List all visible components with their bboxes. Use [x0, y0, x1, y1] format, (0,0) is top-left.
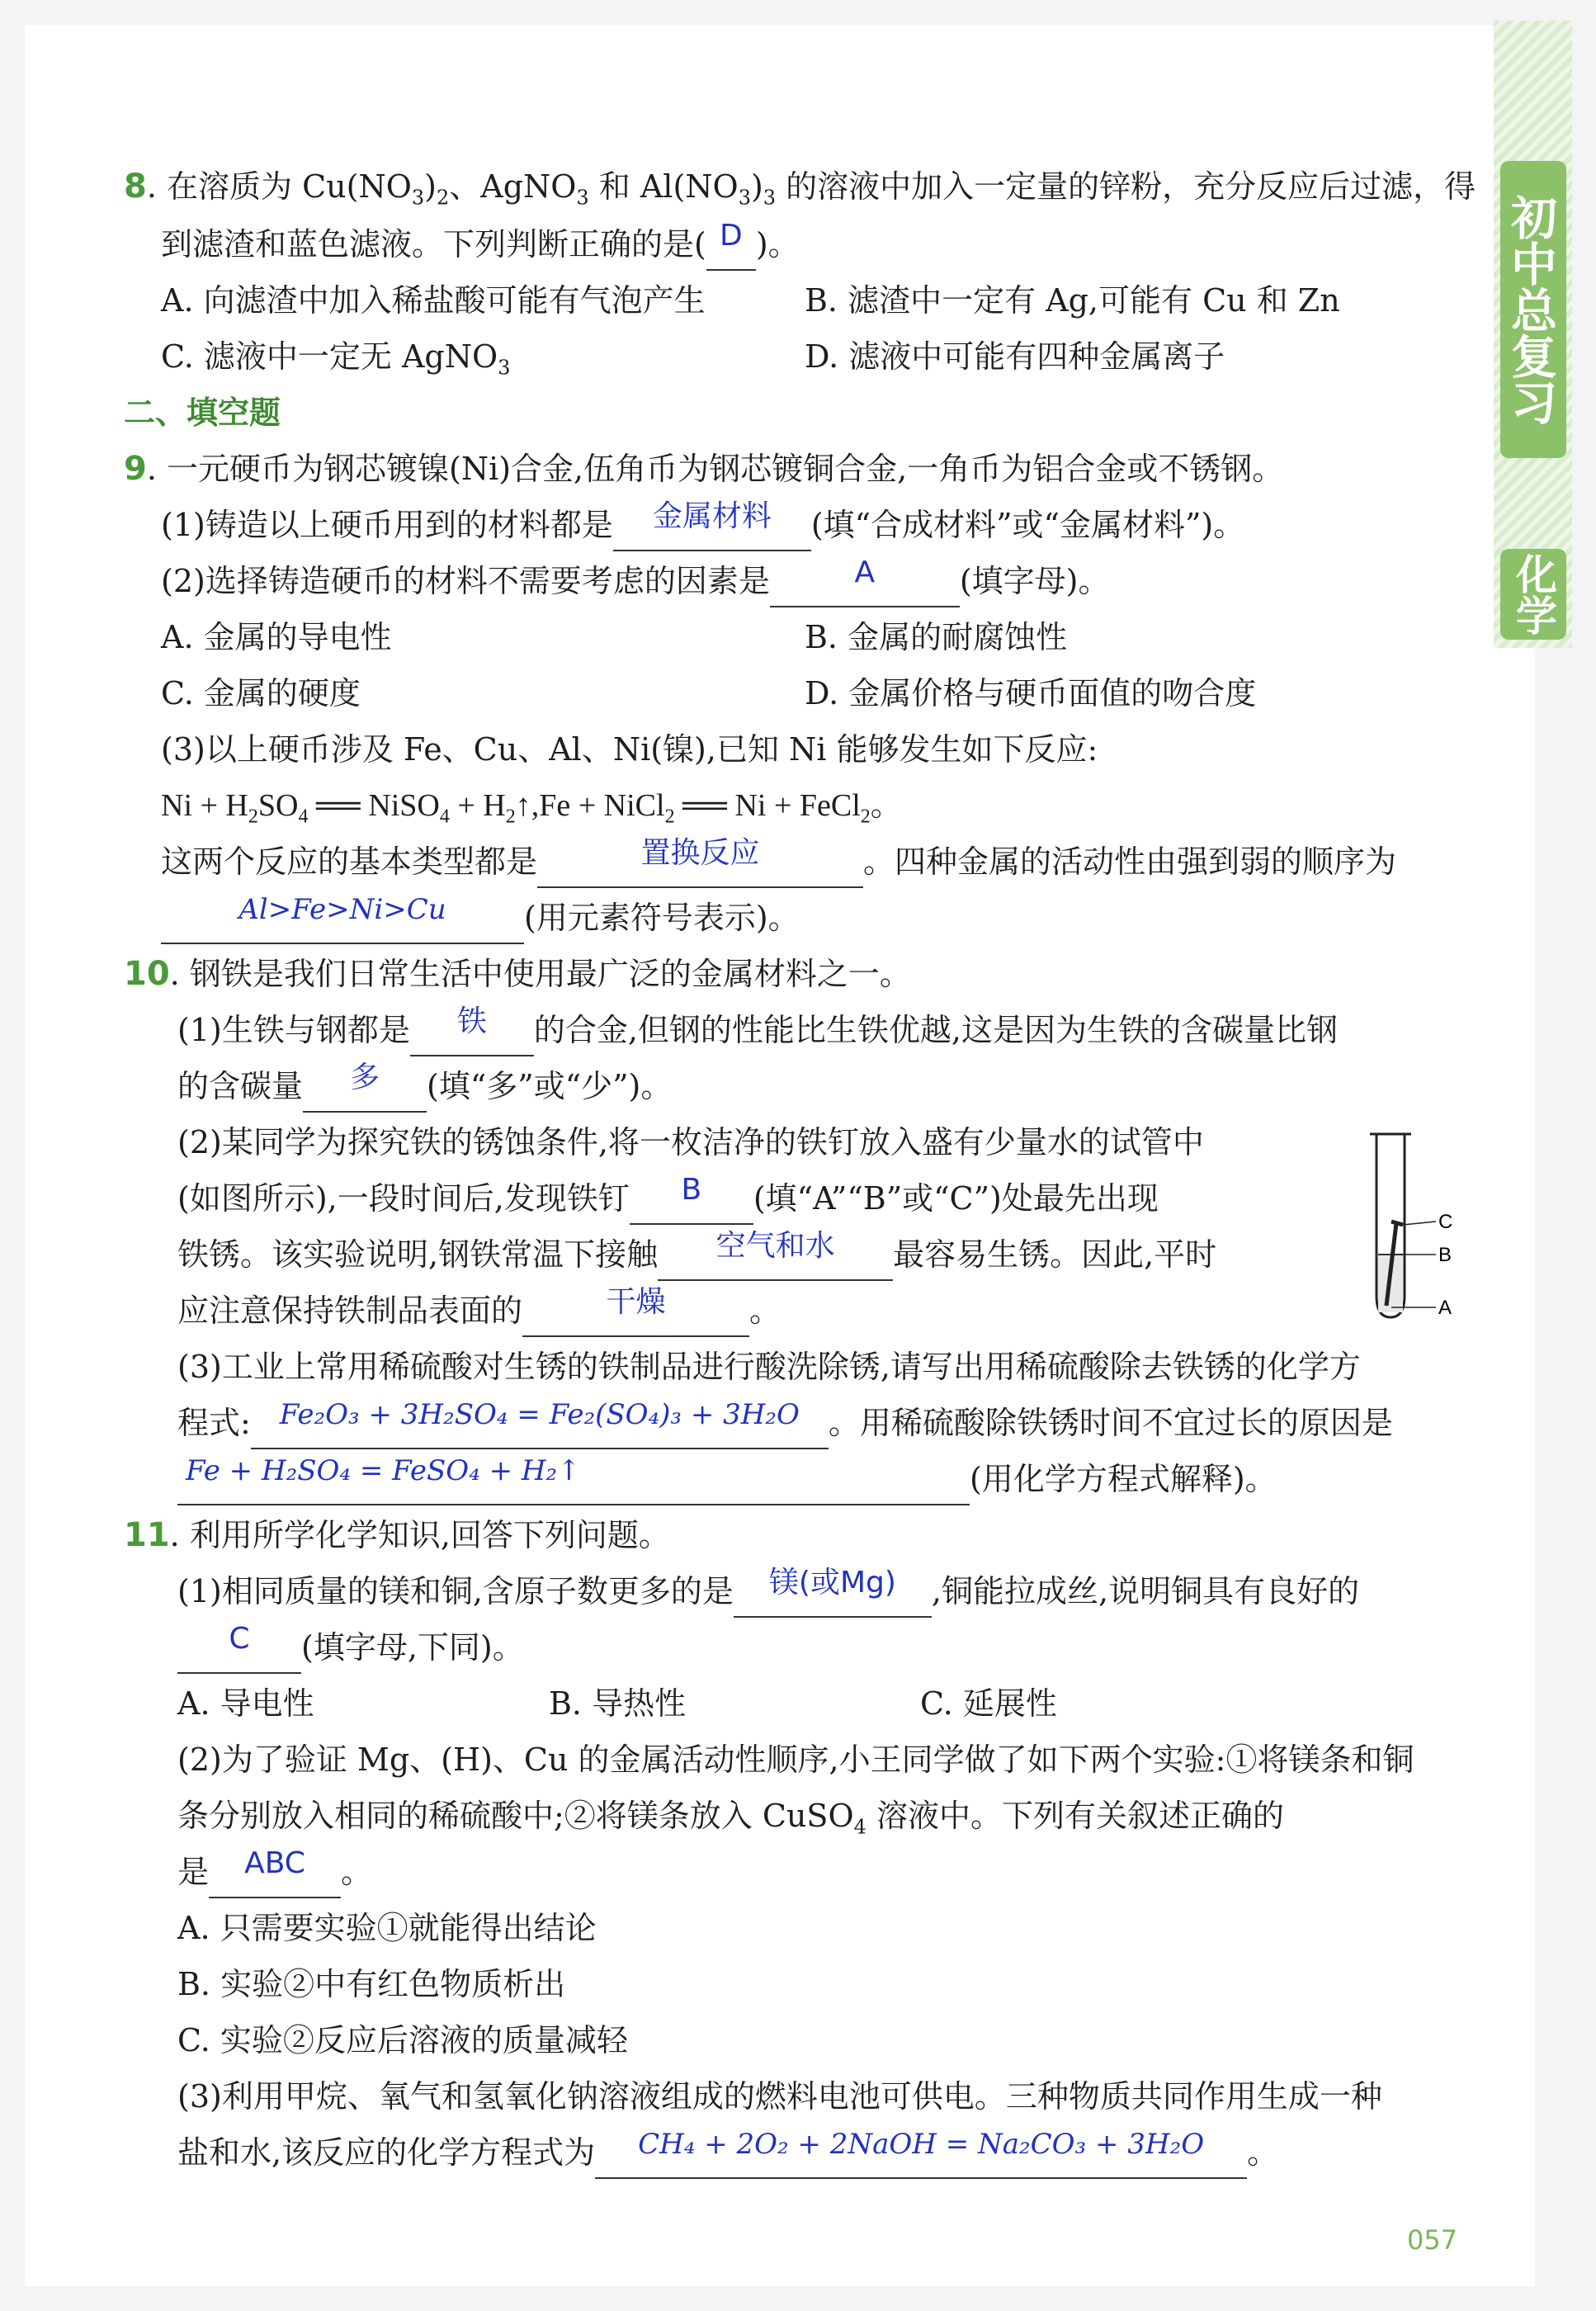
q11-part2-option-b: B. 实验②中有红色物质析出	[177, 1966, 566, 2002]
q9-part2-answer: A	[770, 560, 960, 607]
q10-part1-line2: 的含碳量 多 (填“多”或“少”)。	[177, 1063, 672, 1113]
q9-reaction-type-answer: 置换反应	[537, 840, 863, 888]
q11-part1: (1)相同质量的镁和铜,含原子数更多的是 镁(或Mg) ,铜能拉成丝,说明铜具有良好的	[177, 1568, 1359, 1618]
q11-option-b: B. 导热性	[549, 1685, 687, 1722]
q9-stem: 9. 一元硬币为钢芯镀镍(Ni)合金,伍角币为钢芯镀铜合金,一角币为铝合金或不锈钢。	[124, 450, 1284, 488]
q11-part2-option-a: A. 只需要实验①就能得出结论	[177, 1910, 597, 1946]
section-title-fill-blank: 二、填空题	[124, 395, 281, 431]
q9-part2: (2)选择铸造硬币的材料不需要考虑的因素是 A (填字母)。	[161, 558, 1110, 607]
label-a: A	[1438, 1297, 1452, 1319]
q10-part2-answer2: 空气和水	[658, 1233, 893, 1281]
q10-part2-line3: 铁锈。该实验说明,钢铁常温下接触 空气和水 最容易生锈。因此,平时	[177, 1231, 1216, 1281]
q10-part2-line4: 应注意保持铁制品表面的 干燥 。	[177, 1288, 781, 1337]
label-b: B	[1438, 1244, 1452, 1266]
q10-part1-answer1: 铁	[410, 1009, 534, 1056]
q11-option-a: A. 导电性	[177, 1685, 314, 1722]
q11-option-c: C. 延展性	[920, 1685, 1057, 1722]
pointer-c	[1403, 1222, 1436, 1225]
q10-part3-line3: Fe + H₂SO₄ = FeSO₄ + H₂↑ (用化学方程式解释)。	[177, 1456, 1277, 1505]
q11-part3-line1: (3)利用甲烷、氧气和氢氧化钠溶液组成的燃料电池可供电。三种物质共同作用生成一种	[177, 2078, 1382, 2115]
q9-part1-answer: 金属材料	[613, 503, 811, 551]
q10-rust-removal-equation: Fe₂O₃ + 3H₂SO₄ = Fe₂(SO₄)₃ + 3H₂O	[251, 1401, 829, 1449]
q11-part2-line2: 条分别放入相同的稀硫酸中;②将镁条放入 CuSO$_4$ 溶液中。下列有关叙述正确的	[177, 1798, 1284, 1839]
side-tab	[1494, 21, 1572, 648]
page-number: 057	[1407, 2224, 1458, 2256]
q11-part1-answer1: 镁(或Mg)	[734, 1570, 932, 1618]
q8-answer: D	[706, 223, 756, 271]
q10-part1: (1)生铁与钢都是 铁 的合金,但钢的性能比生铁优越,这是因为生铁的含碳量比钢	[177, 1007, 1338, 1056]
q11-part2-line1: (2)为了验证 Mg、(H)、Cu 的金属活动性顺序,小王同学做了如下两个实验:①将镁条和铜	[177, 1742, 1414, 1778]
q10-part1-answer2: 多	[303, 1065, 427, 1113]
q10-part3-line2: 程式: Fe₂O₃ + 3H₂SO₄ = Fe₂(SO₄)₃ + 3H₂O 。用稀硫酸除铁锈时间不宜过长的原因是	[177, 1400, 1393, 1449]
q11-fuel-cell-equation: CH₄ + 2O₂ + 2NaOH = Na₂CO₃ + 3H₂O	[595, 2131, 1247, 2179]
label-c: C	[1438, 1211, 1453, 1233]
q9-option-a: A. 金属的导电性	[161, 619, 392, 655]
q10-number: 10	[124, 955, 170, 993]
q9-activity-order-answer: Al>Fe>Ni>Cu	[161, 896, 524, 944]
q9-part1: (1)铸造以上硬币用到的材料都是 金属材料 (填“合成材料”或“金属材料”)。	[161, 502, 1244, 551]
q11-number: 11	[124, 1516, 170, 1554]
side-tab-main-label: 初中总复习	[1500, 161, 1566, 458]
q10-part2-line2: (如图所示),一段时间后,发现铁钉 B (填“A”“B”或“C”)处最先出现	[177, 1175, 1159, 1225]
q11-part3-line2: 盐和水,该反应的化学方程式为 CH₄ + 2O₂ + 2NaOH = Na₂CO₃ + 3H₂O 。	[177, 2129, 1278, 2179]
q10-part2-answer1: B	[630, 1177, 753, 1225]
q8-option-a: A. 向滤渣中加入稀盐酸可能有气泡产生	[161, 282, 706, 319]
q9-option-c: C. 金属的硬度	[161, 675, 361, 711]
q8-stem-line2: 到滤渣和蓝色滤液。下列判断正确的是( D )。	[161, 221, 800, 271]
q10-part2-answer3: 干燥	[522, 1289, 749, 1337]
q9-part3: (3)以上硬币涉及 Fe、Cu、Al、Ni(镍),已知 Ni 能够发生如下反应:	[161, 731, 1098, 768]
q10-stem: 10. 钢铁是我们日常生活中使用最广泛的金属材料之一。	[124, 955, 911, 993]
q9-option-d: D. 金属价格与硬币面值的吻合度	[805, 675, 1257, 711]
q8-option-b: B. 滤渣中一定有 Ag,可能有 Cu 和 Zn	[805, 282, 1340, 319]
q11-part2-option-c: C. 实验②反应后溶液的质量减轻	[177, 2022, 628, 2058]
q10-part3-line1: (3)工业上常用稀硫酸对生锈的铁制品进行酸洗除锈,请写出用稀硫酸除去铁锈的化学方	[177, 1349, 1361, 1385]
q10-acid-iron-equation: Fe + H₂SO₄ = FeSO₄ + H₂↑	[177, 1458, 970, 1505]
q9-part3-reaction-type: 这两个反应的基本类型都是 置换反应 。四种金属的活动性由强到弱的顺序为	[161, 839, 1396, 888]
test-tube-figure	[1353, 1131, 1461, 1329]
q11-part1-line2: C (填字母,下同)。	[177, 1624, 524, 1674]
q9-part3-activity-order: Al>Fe>Ni>Cu (用元素符号表示)。	[161, 895, 800, 944]
q8-stem: 8. 在溶质为 $Cu(NO_3)_2$、AgNO$_3$ 和 $Al(NO_3)_3$ 的溶液中加入一定量的锌粉，充分反应后过滤，得	[124, 168, 1476, 210]
q9-option-b: B. 金属的耐腐蚀性	[805, 619, 1068, 655]
q9-equations: $Ni + H_2SO_4$ ══ NiSO$_4$ + $H_2↑,Fe$ + NiCl$_2$ ══ Ni + FeCl$_2$。	[161, 788, 902, 828]
q10-part2-line1: (2)某同学为探究铁的锈蚀条件,将一枚洁净的铁钉放入盛有少量水的试管中	[177, 1124, 1204, 1160]
q11-part2-line3: 是 ABC 。	[177, 1849, 372, 1898]
q8-option-c: C. 滤液中一定无 AgNO$_3$	[161, 338, 511, 380]
q11-stem: 11. 利用所学化学知识,回答下列问题。	[124, 1516, 670, 1554]
q11-part1-answer2: C	[177, 1626, 301, 1674]
side-tab-subject-label: 化学	[1500, 549, 1566, 640]
nail-head	[1391, 1222, 1403, 1225]
q11-part2-answer: ABC	[209, 1850, 341, 1898]
q8-option-d: D. 滤液中可能有四种金属离子	[805, 338, 1225, 375]
q8-number: 8	[124, 168, 147, 206]
q9-number: 9	[124, 450, 147, 488]
